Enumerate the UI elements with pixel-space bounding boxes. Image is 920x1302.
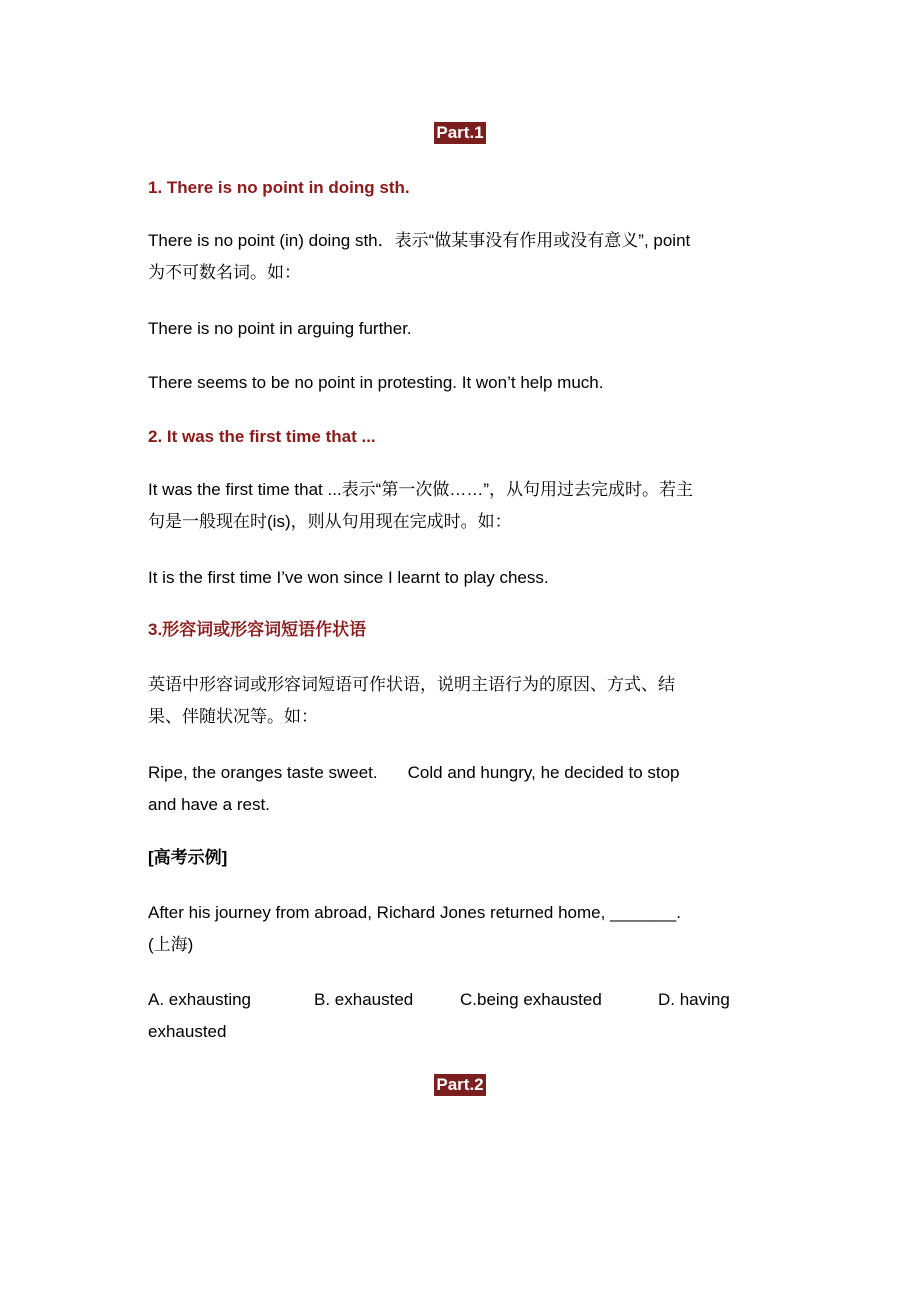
section-1-heading: 1. There is no point in doing sth.: [148, 178, 410, 197]
section-2-heading: 2. It was the first time that ...: [148, 427, 376, 446]
section-3-example-a: Ripe, the oranges taste sweet.: [148, 763, 378, 782]
option-c: C.being exhausted: [460, 990, 602, 1009]
section-2-explanation-line-2: 句是一般现在时(is)，则从句用现在完成时。如：: [148, 512, 512, 531]
exam-options: [148, 984, 768, 1016]
section-1-explanation-line-2: 为不可数名词。如：: [148, 263, 301, 282]
exam-example-label: [高考示例]: [148, 848, 228, 867]
option-b: B. exhausted: [314, 990, 414, 1009]
exam-question-line-2: (上海): [148, 935, 194, 954]
option-d-continued: exhausted: [148, 1022, 227, 1041]
section-3-example-b: Cold and hungry, he decided to stop: [407, 763, 680, 782]
part-2-label: Part.2: [436, 1075, 484, 1094]
section-1-example-1: There is no point in arguing further.: [148, 319, 412, 338]
section-1-explanation-line-1: There is no point (in) doing sth．表示“做某事没有作用或没有意义”, point: [148, 231, 691, 250]
section-3-heading: 3.形容词或形容词短语作状语: [148, 620, 367, 639]
section-2-example-1: It is the first time I’ve won since I learnt to play chess.: [148, 568, 549, 587]
exam-question-line-1: After his journey from abroad, Richard Jones returned home, _______.: [148, 903, 681, 922]
section-3-explanation-line-1: 英语中形容词或形容词短语可作状语，说明主语行为的原因、方式、结: [148, 675, 675, 694]
section-1-example-2: There seems to be no point in protesting. It won’t help much.: [148, 373, 604, 392]
section-2-explanation-line-1: It was the first time that ...表示“第一次做……”，从句用过去完成时。若主: [148, 480, 693, 499]
part-2-badge: [0, 1074, 920, 1096]
section-3-example-line-1: [148, 757, 768, 789]
section-3-explanation-line-2: 果、伴随状况等。如：: [148, 707, 318, 726]
part-1-label: Part.1: [436, 123, 484, 142]
option-d: D. having: [658, 990, 730, 1009]
option-a: A. exhausting: [148, 990, 252, 1009]
section-3-example-line-2: and have a rest.: [148, 795, 270, 814]
part-1-badge: [0, 122, 920, 144]
